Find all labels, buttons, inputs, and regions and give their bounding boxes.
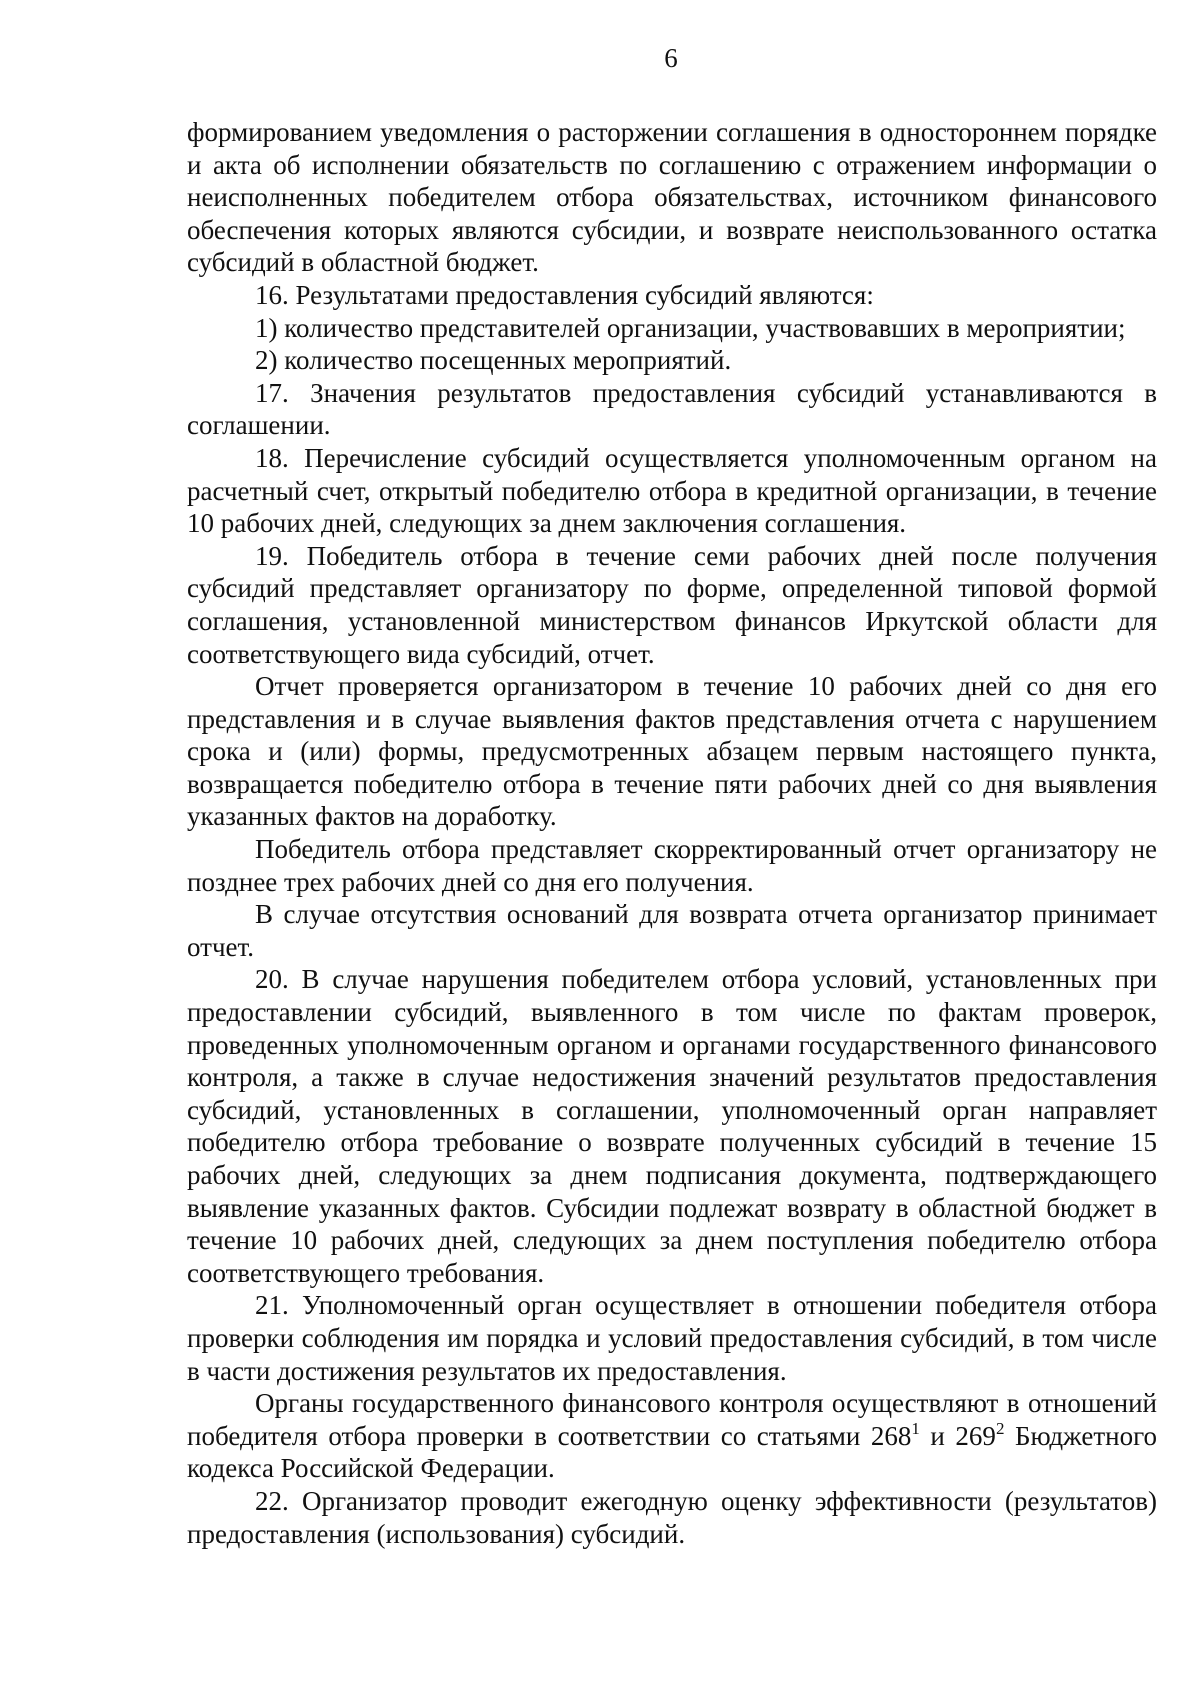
paragraph-22: 22. Организатор проводит ежегодную оценку эффективности (результатов) предоставления (использования) субсидий. (187, 1485, 1157, 1549)
superscript-268: 1 (911, 1418, 920, 1438)
paragraph-p-cont: формированием уведомления о расторжении соглашения в одностороннем порядке и акта об исполнении обязательств по соглашению с отражением информации о неисполненных победителем отбора обязательствах, источником финансового обеспечения которых являются субсидии, и возврате неиспользованного остатка субсидий в областной бюджет. (187, 117, 1157, 278)
paragraph-p18: 18. Перечисление субсидий осуществляется уполномоченным органом на расчетный счет, открытый победителю отбора в кредитной организации, в течение 10 рабочих дней, следующих за днем заключения соглашения. (187, 442, 1157, 539)
paragraph-p19-4: В случае отсутствия оснований для возврата отчета организатор принимает отчет. (187, 899, 1157, 962)
paragraph-21-2-text-middle: и 269 (919, 1420, 996, 1451)
superscript-269: 2 (995, 1418, 1005, 1438)
paragraph-21-2 (187, 1387, 1157, 1485)
paragraph-p19-3: Победитель отбора представляет скорректированный отчет организатору не позднее трех рабочих дней со дня его получения. (187, 834, 1157, 897)
paragraph-p17: 17. Значения результатов предоставления субсидий устанавливаются в соглашении. (187, 377, 1157, 441)
page-number: 6 (664, 43, 678, 73)
paragraph-list (187, 116, 1157, 1387)
paragraph-p16-2: 2) количество посещенных мероприятий. (255, 345, 732, 376)
paragraph-p19: 19. Победитель отбора в течение семи рабочих дней после получения субсидий представляет организатору по форме, определенной типовой формой соглашения, установленной министерством финансов Иркутской области для соответствующего вида субсидий, отчет. (187, 540, 1157, 669)
paragraph-p16: 16. Результатами предоставления субсидий являются: (255, 279, 874, 310)
paragraph-p16-1: 1) количество представителей организации, участвовавших в мероприятии; (255, 312, 1126, 343)
paragraph-p20: 20. В случае нарушения победителем отбора условий, установленных при предоставлении субсидий, выявленного в том числе по фактам проверок, проведенных уполномоченным органом и органами государственного финансового контроля, а также в случае недостижения значений результатов предоставления субсидий, установленных в соглашении, уполномоченный орган направляет победителю отбора требование о возврате полученных субсидий в течение 15 рабочих дней, следующих за днем подписания документа, подтверждающего выявление указанных фактов. Субсидии подлежат возврату в областной бюджет в течение 10 рабочих дней, следующих за днем поступления победителю отбора соответствующего требования. (187, 964, 1157, 1288)
document-body (187, 116, 1157, 1550)
paragraph-p21: 21. Уполномоченный орган осуществляет в отношении победителя отбора проверки соблюдения им порядка и условий предоставления субсидий, в том числе в части достижения результатов их предоставления. (187, 1290, 1157, 1386)
paragraph-21-2-text-after: Бюджетного кодекса Российской Федерации. (187, 1420, 1157, 1484)
paragraph-p19-2: Отчет проверяется организатором в течение 10 рабочих дней со дня его представления и в случае выявления фактов представления отчета с нарушением срока и (или) формы, предусмотренных абзацем первым настоящего пункта, возвращается победителю отбора в течение пяти рабочих дней со дня выявления указанных фактов на доработку. (187, 671, 1157, 832)
paragraph-21-2-text-before: Органы государственного финансового контроля осуществляют в отношений победителя отбора проверки в соответствии со статьями 268 (187, 1388, 1157, 1451)
